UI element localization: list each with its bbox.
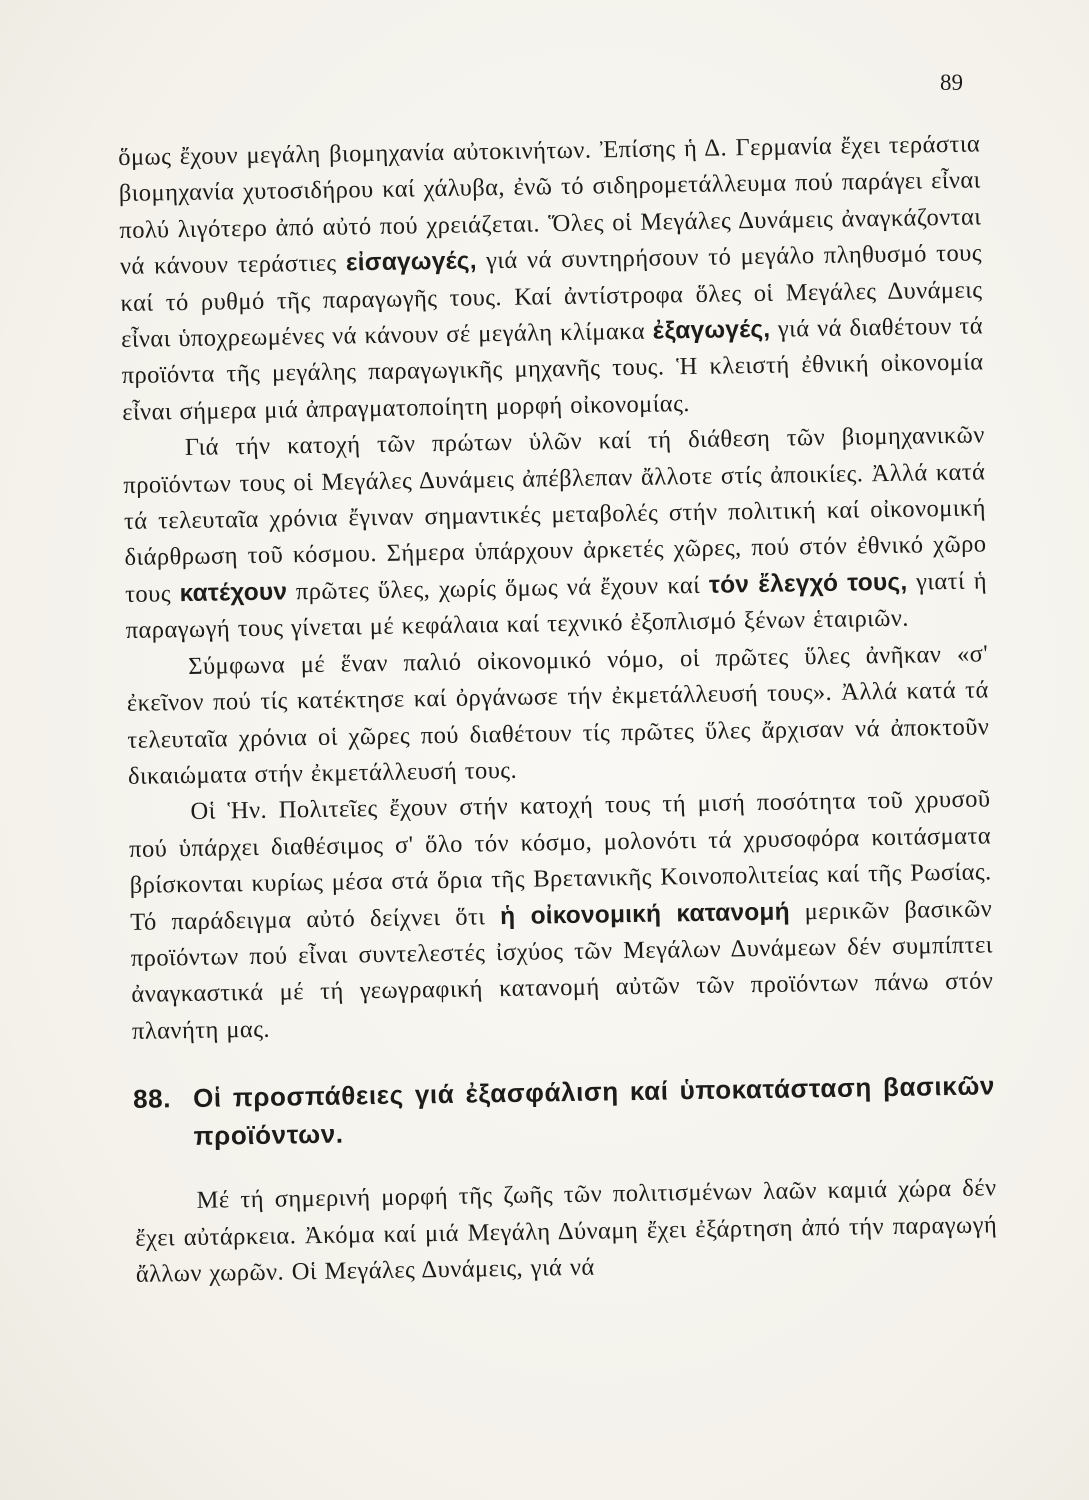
paragraph <box>126 636 990 795</box>
section-title: Οἱ προσπάθειες γιά ἐξασφάλιση καί ὑποκατάσταση βασικῶν προϊόντων. <box>192 1070 996 1152</box>
bold-term: τόν ἔλεγχό τους, <box>708 568 908 599</box>
text-run: Σύμφωνα μέ ἕναν παλιό οἰκονομικό νόμο, οἱ πρῶτες ὕλες ἀνῆκαν «σ' ἐκεῖνον πού τίς κατέκτησε καί ὀργάνωσε τήν ἐκμετάλλευσή τους». Ἀλλά κατά τά τελευταῖα χρόνια οἱ χῶρες πού διαθέτουν τίς πρῶτες ὕλες ἄρχισαν νά ἀποκτοῦν δικαιώματα στήν ἐκμετάλλευσή τους. <box>126 640 990 790</box>
bold-term: εἰσαγωγές, <box>345 247 477 277</box>
text-run: ὅμως ἔχουν μεγάλη βιομηχανία αὐτοκινήτων. Ἐπίσης ἡ Δ. Γερμανία ἔχει τεράστια βιομηχανία χυτοσιδήρου καί χάλυβα, ἐνῶ τό σιδηρομετάλλευμα πού παράγει εἶναι πολύ λιγότερο ἀπό αὐτό πού χρειάζεται. Ὅλες οἱ Μεγάλες Δυνάμεις ἀναγκάζονται νά κάνουν τεράστιες <box>118 130 982 281</box>
section-number: 88. <box>132 1083 172 1115</box>
text-run: Γιά τήν κατοχή τῶν πρώτων ὑλῶν καί τή διάθεση τῶν βιομηχανικῶν προϊόντων τους οἱ Μεγάλες Δυνάμεις ἀπέβλεπαν ἄλλοτε στίς ἀποικίες. Ἀλλά κατά τά τελευταῖα χρόνια ἔγιναν σημαντικές μεταβολές στήν πολιτική καί οἰκονομική διάρθρωση τοῦ κόσμου. Σήμερα ὑπάρχουν ἀρκετές χῶρες, πού στόν ἐθνικό χῶρο τους <box>123 421 987 608</box>
text-run: γιατί ἡ παραγωγή τους γίνεται μέ κεφάλαια καί τεχνικό ἐξοπλισμό ξένων ἑταιριῶν. <box>125 567 988 645</box>
paragraph <box>134 1170 998 1293</box>
bold-term: ἡ οἰκονομική κατανομή <box>499 898 790 930</box>
paragraph <box>128 782 994 1050</box>
paragraph <box>123 418 988 650</box>
section-heading <box>133 1067 996 1157</box>
text-run: γιά νά διαθέτουν τά προϊόντα τῆς μεγάλης παραγωγικῆς μηχανῆς τους. Ἡ κλειστή ἐθνική οἰκονομία εἶναι σήμερα μιά ἀπραγματοποίητη μορφή οἰκονομίας. <box>121 312 984 426</box>
page-number: 89 <box>940 70 963 95</box>
bold-term: κατέχουν <box>179 578 288 607</box>
text-run: μερικῶν βασικῶν προϊόντων πού εἶναι συντελεστές ἰσχύος τῶν Μεγάλων Δυνάμεων δέν συμπίπτει ἀναγκαστικά μέ τή γεωγραφική κατανομή αὐτῶν τῶν προϊόντων πάνω στόν πλανήτη μας. <box>130 894 994 1045</box>
paragraph <box>118 126 984 431</box>
bold-term: ἐξαγωγές, <box>652 315 771 345</box>
body-text <box>118 126 998 1293</box>
text-run: γιά νά συντηρήσουν τό μεγάλο πληθυσμό τους καί τό ρυθμό τῆς παραγωγῆς τους. Καί ἀντίστροφα ὅλες οἱ Μεγάλες Δυνάμεις εἶναι ὑποχρεωμένες νά κάνουν σέ μεγάλη κλίμακα <box>120 239 983 354</box>
text-run: Οἱ Ἡν. Πολιτεῖες ἔχουν στήν κατοχή τους τή μισή ποσότητα τοῦ χρυσοῦ πού ὑπάρχει διαθέσιμος σ' ὅλο τόν κόσμο, μολονότι τά χρυσοφόρα κοιτάσματα βρίσκονται κυρίως μέσα στά ὅρια τῆς Βρετανικῆς Κοινοπολιτείας καί τῆς Ρωσίας. Τό παράδειγμα αὐτό δείχνει ὅτι <box>128 785 992 936</box>
text-run: Μέ τή σημερινή μορφή τῆς ζωῆς τῶν πολιτισμένων λαῶν καμιά χώρα δέν ἔχει αὐτάρκεια. Ἀκόμα καί μιά Μεγάλη Δύναμη ἔχει ἐξάρτηση ἀπό τήν παραγωγή ἄλλων χωρῶν. Οἱ Μεγάλες Δυνάμεις, γιά νά <box>135 1174 998 1288</box>
text-run: πρῶτες ὕλες, χωρίς ὅμως νά ἔχουν καί <box>286 571 710 606</box>
